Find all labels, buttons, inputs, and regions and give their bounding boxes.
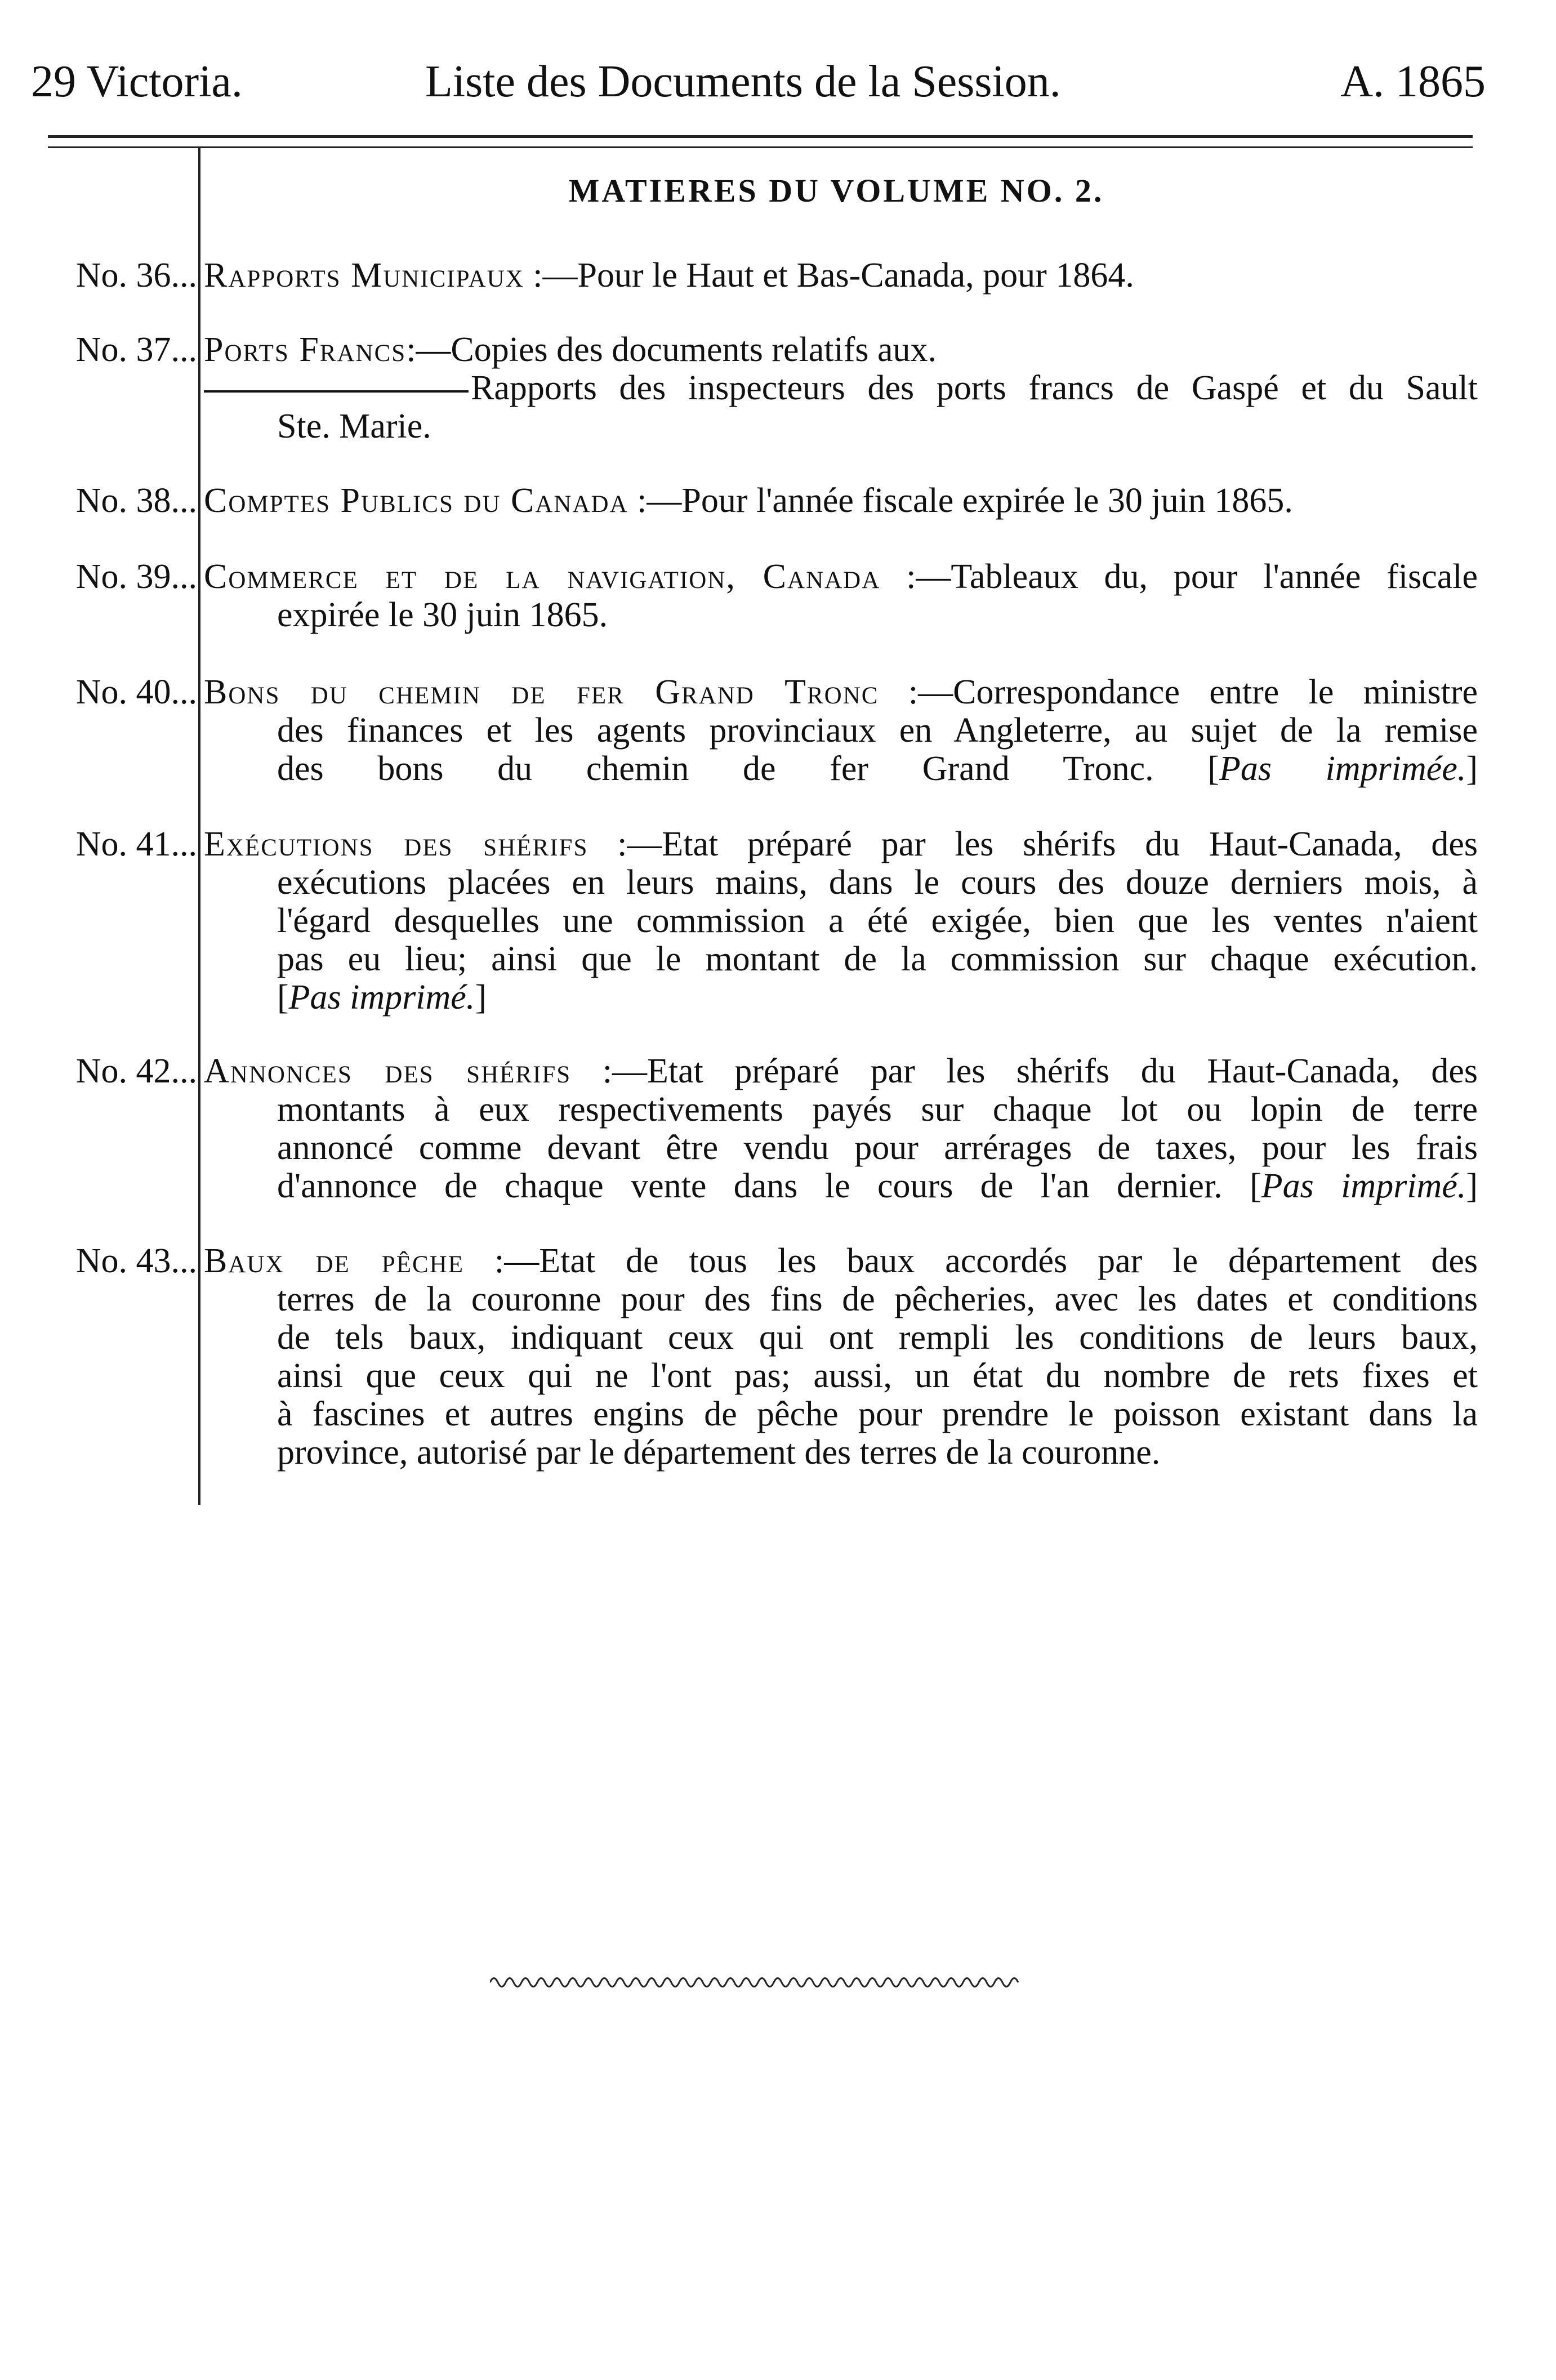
entry-title: Comptes Publics du Canada: [204, 482, 628, 520]
entry-title: Bons du chemin de fer Grand Tronc: [204, 673, 879, 711]
entry-text: Baux de pêche :—Etat de tous les baux accordés par le département des terres de la couronne pour des fins de pêcheries, avec les dates et conditions de tels baux, indiquant ceux qui ont rempli les conditions de leurs baux, ainsi que ceux qui ne l'ont pas; aussi, un état du nombre de rets fixes et à fascines et autres engins de pêche pour prendre le poisson existant dans la province, autorisé par le département des terres de la couronne.: [204, 1242, 1478, 1472]
column-divider: [198, 148, 200, 1505]
entry-number: No. 40...: [75, 673, 197, 711]
entry-title: Exécutions des shérifs: [204, 825, 588, 863]
entry-text: Commerce et de la navigation, Canada :—Tableaux du, pour l'année fiscale expirée le 30 juin 1865.: [204, 558, 1478, 634]
header-rule: [48, 135, 1473, 138]
entry-text: Rapports Municipaux :—Pour le Haut et Bas-Canada, pour 1864.: [204, 256, 1134, 295]
end-ornament: [490, 1974, 1019, 1991]
header-right: A. 1865: [1340, 57, 1486, 106]
entry-number: No. 43...: [75, 1242, 197, 1280]
entry-text: Bons du chemin de fer Grand Tronc :—Correspondance entre le ministre des finances et les agents provinciaux en Angleterre, au sujet de la remise des bons du chemin de fer Grand Tronc. [Pas imprimée.]: [204, 673, 1478, 788]
entry-title: Baux de pêche: [204, 1242, 464, 1280]
entry-number: No. 42...: [75, 1052, 197, 1090]
entry-text: Ports Francs:—Copies des documents relatifs aux. Rapports des inspecteurs des ports francs de Gaspé et du Sault Ste. Marie.: [204, 331, 1478, 445]
entry-title: Commerce et de la navigation, Canada: [204, 558, 881, 596]
section-heading: MATIERES DU VOLUME NO. 2.: [568, 172, 1104, 209]
entry-number: No. 39...: [75, 558, 197, 596]
entry-number: No. 41...: [75, 825, 197, 863]
entry-title: Annonces des shérifs: [204, 1052, 572, 1090]
entry-text: Comptes Publics du Canada :—Pour l'année fiscale expirée le 30 juin 1865.: [204, 482, 1293, 520]
entry-number: No. 37...: [75, 331, 197, 369]
running-head: [0, 48, 1556, 115]
header-left: 29 Victoria.: [31, 57, 243, 106]
header-center: Liste des Documents de la Session.: [425, 57, 1061, 106]
entry-title: Ports Francs: [204, 331, 407, 369]
entry-number: No. 38...: [75, 482, 197, 520]
print-note: Pas imprimé.: [1261, 1167, 1466, 1205]
header-rule-thin: [48, 146, 1473, 148]
ditto-dash: [204, 390, 469, 393]
print-note: Pas imprimée.: [1219, 750, 1466, 788]
print-note: Pas imprimé.: [288, 978, 475, 1017]
entry-text: Annonces des shérifs :—Etat préparé par les shérifs du Haut-Canada, des montants à eux respectivements payés sur chaque lot ou lopin de terre annoncé comme devant être vendu pour arrérages de taxes, pour les frais d'annonce de chaque vente dans le cours de l'an dernier. [Pas imprimé.]: [204, 1052, 1478, 1205]
entry-text: Exécutions des shérifs :—Etat préparé par les shérifs du Haut-Canada, des exécutions placées en leurs mains, dans le cours des douze derniers mois, à l'égard desquelles une commission a été exigée, bien que les ventes n'aient pas eu lieu; ainsi que le montant de la commission sur chaque exécution. [Pas imprimé.]: [204, 825, 1478, 1017]
entry-title: Rapports Municipaux: [204, 256, 524, 295]
entry-number: No. 36...: [75, 256, 197, 295]
